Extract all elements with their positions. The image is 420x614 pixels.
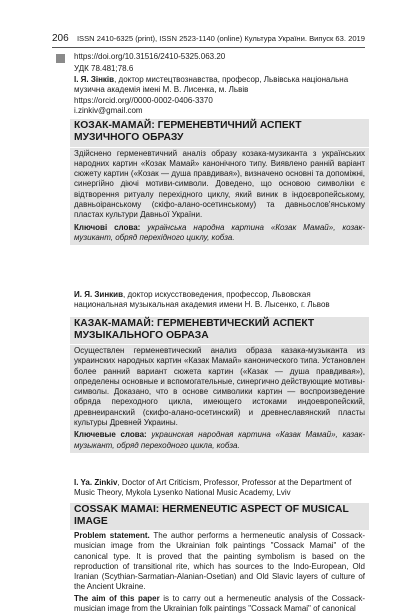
ru-keywords-label: Ключевые слова: — [74, 430, 147, 440]
ru-author-name: И. Я. Зинкив — [74, 290, 123, 299]
en-aim — [74, 594, 365, 614]
en-title-box — [70, 503, 369, 530]
ua-author-name: І. Я. Зінків — [74, 75, 115, 84]
en-title: COSSAK MAMAI: HERMENEUTIC ASPECT OF MUSICAL IMAGE — [74, 503, 349, 527]
ru-author — [74, 290, 365, 311]
running-header — [52, 32, 365, 44]
square-marker-icon — [56, 54, 65, 63]
ua-keywords-text: українська народна картина «Козак Мамай», козак-музикант, обряд перехідного циклу, кобза. — [74, 222, 365, 242]
ua-author-affiliation: , доктор мистецтвознавства, професор, Львівська національна музична академія імені М. В. Лисенка, м. Львів — [74, 75, 349, 95]
ru-author-affiliation: , доктор искусствоведения, профессор, Львовская национальная музыкальная академия имени Н. В. Лысенко, г. Львов — [74, 290, 330, 310]
ru-keywords — [74, 430, 365, 451]
en-problem-text: The author performs a hermeneutic analysis of Cossack-musician image from the Ukrainian folk paintings "Cossack Mamai" of the canonical type. It is proved that the painting symbolism is based on the reproduction of transitional rite, which has sources to the Indo-European, Old Iranian (Scythian-Sarmatian-Alanian-Osetian) and Old Slavic layers of culture of the Ancient Ukraine. — [74, 531, 365, 592]
udc-code: УДК 78.481;78.6 — [74, 63, 134, 73]
ua-title: КОЗАК-МАМАЙ: ГЕРМЕНЕВТИЧНИЙ АСПЕКТ МУЗИЧНОГО ОБРАЗУ — [74, 120, 302, 144]
ru-title-box — [70, 317, 369, 344]
en-author-name: I. Ya. Zinkiv — [74, 478, 118, 487]
en-aim-label: The aim of this paper — [74, 593, 160, 603]
en-section — [74, 478, 365, 614]
ru-title: КАЗАК-МАМАЙ: ГЕРМЕНЕВТИЧЕСКИЙ АСПЕКТ МУЗЫКАЛЬНОГО ОБРАЗА — [74, 317, 315, 341]
en-problem-label: Problem statement. — [74, 531, 150, 540]
ua-orcid[interactable]: https://orcid.org//0000-0002-0406-3370 — [74, 95, 213, 105]
ua-abstract-box — [70, 148, 369, 246]
article-meta — [74, 51, 365, 74]
ua-email[interactable]: i.zinkiv@gmail.com — [74, 105, 143, 115]
ru-section — [74, 290, 365, 453]
header-rule — [52, 47, 365, 48]
ru-keywords-text: украинская народная картина «Казак Мамай», казак-музыкант, обряд переходного цикла, кобза. — [74, 430, 366, 450]
en-author — [74, 478, 365, 499]
journal-line: ISSN 2410-6325 (print), ISSN 2523-1140 (online) Культура України. Випуск 63. 2019 — [76, 33, 365, 43]
ua-author — [74, 75, 365, 96]
ua-keywords-label: Ключові слова: — [74, 222, 141, 232]
en-author-affiliation: , Doctor of Art Criticism, Professor, Professor at the Department of Music Theory, Mykola Lysenko National Music Academy, Lviv — [74, 478, 352, 498]
ua-section — [74, 75, 365, 245]
en-aim-text: is to carry out a hermeneutic analysis of the Cossack-musician image from the Ukrainian folk paintings "Cossack Mamai" of canonical — [74, 593, 365, 614]
ru-abstract: Осуществлен герменевтический анализ образа казака-музыканта из украинских народных картин «Казак Мамай» канонического типа. Установлен более ранний вариант сюжета картин («Казак — душа правдивая»), определены основные и вспомогательные, синергично действующие мотивы-символы. Доказано, что в основе символики картин — воспроизведение обряда переходного цикла, имеющего истоками индоевропейский, древнеиранский (скифо-алано-осетинский) и древнеславянский пласты культуры Древней Украины. — [74, 346, 365, 428]
en-problem — [74, 531, 365, 593]
doi-link[interactable]: https://doi.org/10.31516/2410-5325.063.20 — [74, 52, 226, 61]
page-number: 206 — [52, 32, 69, 44]
ru-abstract-box — [70, 345, 369, 453]
ua-abstract: Здійснено герменевтичний аналіз образу козака-музиканта з українських народних картин «Козак Мамай» канонічного типу. Виявлено ранній варіант сюжету картин («Козак — душа правдивая»), визначено основні та допоміжні, синергійно діючі мотиви-символи. Доведено, що основою символіки є відтворення ритуалу перехідного циклу, який виник в індоєвропейському, давньоіранському (скіфо-алано-осетинському) та давньослов'янському пластах культури Давньої України. — [74, 148, 365, 220]
ua-keywords — [74, 223, 365, 244]
ua-title-box — [70, 119, 369, 146]
